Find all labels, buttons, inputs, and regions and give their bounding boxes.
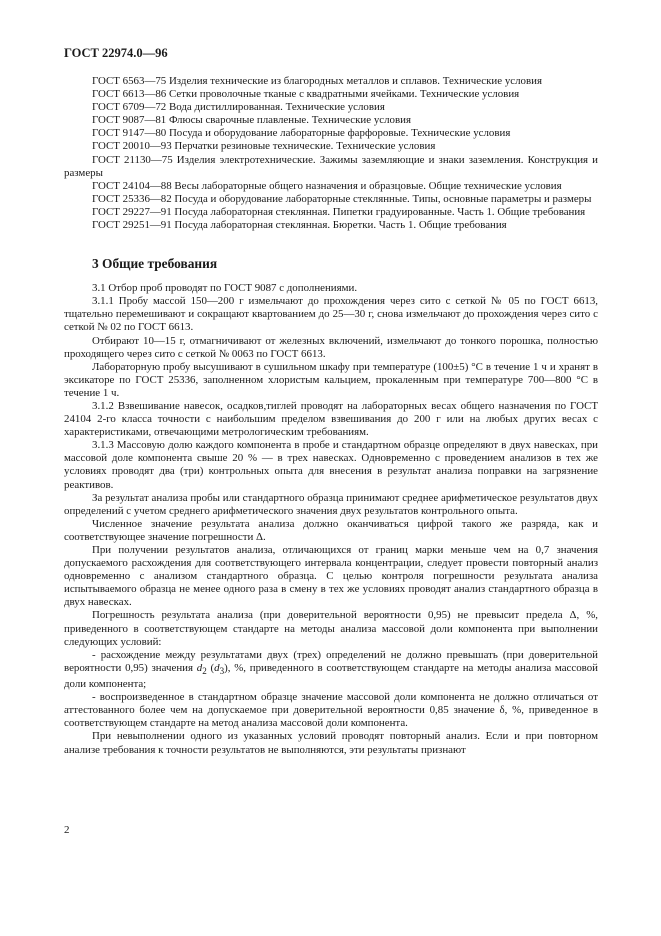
reference-item: ГОСТ 9147—80 Посуда и оборудование лабораторные фарфоровые. Технические условия xyxy=(92,127,511,140)
paragraph-selection: Отбирают 10—15 г, отмагничивают от железных включений, измельчают до тонкого порошка, полностью проходящего через сито с сеткой № 0063 по ГОСТ 6613. xyxy=(64,334,598,360)
reference-item: ГОСТ 6563—75 Изделия технические из благородных металлов и сплавов. Технические условия xyxy=(92,75,542,87)
list-item-reproduced: - воспроизведенное в стандартном образце значение массовой доли компонента не должно отличаться от аттестованного более чем на допускаемое при доверительной вероятности 0,85 значение δ, %, приведенное в соответствующем стандарте на метод анализа массовой доли компонента. xyxy=(64,691,598,730)
reference-item: ГОСТ 6613—86 Сетки проволочные тканые с квадратными ячейками. Технические условия xyxy=(92,88,520,101)
clause-3-1-1: 3.1.1 Пробу массой 150—200 г измельчают до прохождения через сито с сеткой № 05 по ГОСТ 6613, тщательно перемешивают и сокращают квартованием до 25—30 г, снова измельчают до прохождения через сито с сеткой № 02 по ГОСТ 6613. xyxy=(64,295,598,334)
reference-item: ГОСТ 21130—75 Изделия электротехнические. Зажимы заземляющие и знаки заземления. Конструкция и размеры xyxy=(64,153,598,179)
reference-item: ГОСТ 9087—81 Флюсы сварочные плавленые. Технические условия xyxy=(92,114,411,127)
reference-item: ГОСТ 20010—93 Перчатки резиновые технические. Технические условия xyxy=(92,140,436,153)
list-item-divergence xyxy=(64,649,598,691)
document-header: ГОСТ 22974.0—96 xyxy=(64,46,168,60)
subscript: 3 xyxy=(219,666,225,677)
variable-d: d xyxy=(214,661,220,674)
reference-item: ГОСТ 25336—82 Посуда и оборудование лабораторные стеклянные. Типы, основные параметры и размеры xyxy=(92,192,592,205)
page-number: 2 xyxy=(64,824,70,836)
document-body xyxy=(64,75,598,757)
clause-3-1-3: 3.1.3 Массовую долю каждого компонента в пробе и стандартном образце определяют в двух навесках, при массовой доле компонента свыше 20 % — в трех навесках. Одновременно с проведением анализов в тех же условиях проводят два (три) контрольных опыта для внесения в результат анализа поправки на загрязнение реактивов. xyxy=(64,439,598,491)
list-item-text: - расхождение между результатами двух (трех) определений не должно превышать (при доверительной вероятности 0,95) значения xyxy=(64,648,598,674)
clause-3-1: 3.1 Отбор проб проводят по ГОСТ 9087 с дополнениями. xyxy=(92,282,358,295)
clause-3-1-2: 3.1.2 Взвешивание навесок, осадков,тиглей проводят на лабораторных весах общего назначения по ГОСТ 24104 2-го класса точности с наибольшим пределом взвешивания до 200 г или на любых других весах с характеристиками, отвечающими метрологическим требованиям. xyxy=(64,399,598,439)
variable-d: d xyxy=(196,661,203,674)
list-item-text: ), %, приведенного в соответствующем стандарте на методы анализа массовой доли компонента; xyxy=(64,661,598,691)
list-item-text: ( xyxy=(206,661,215,674)
paragraph-error: Погрешность результата анализа (при доверительной вероятности 0,95) не превысит предела Δ, %, приведенного в соответствующем стандарте на методы анализа массовой доли компонента при выполнении следующих условий: xyxy=(64,609,598,648)
paragraph-numeric: Численное значение результата анализа должно оканчиваться цифрой такого же разряда, как и соответствующее значение погрешности Δ. xyxy=(64,517,598,543)
paragraph-repeat-analysis: При получении результатов анализа, отличающихся от границ марки меньше чем на 0,7 значения допускаемого расхождения для соответствующего интервала концентрации, следует провести повторный анализ одновременно с анализом стандартного образца. С целью контроля погрешности результата анализа испытываемого образца не менее одного раза в смену в тех же условиях проводят анализ стандартного образца в двух навесках. xyxy=(64,544,598,609)
paragraph-result: За результат анализа пробы или стандартного образца принимают среднее арифметическое результатов двух определений с учетом среднего арифметического значения двух результатов контрольного опыта. xyxy=(64,491,598,517)
reference-item: ГОСТ 6709—72 Вода дистиллированная. Технические условия xyxy=(92,101,385,114)
paragraph-failure: При невыполнении одного из указанных условий проводят повторный анализ. Если и при повторном анализе требования к точности результатов не выполняются, эти результаты признают xyxy=(64,730,598,756)
paragraph-drying: Лабораторную пробу высушивают в сушильном шкафу при температуре (100±5) °С в течение 1 ч и хранят в эксикаторе по ГОСТ 25336, заполненном хлористым кальцием, прокаленным при температуре 700—800 °С в течение 1 ч. xyxy=(64,360,598,399)
reference-item: ГОСТ 24104—88 Весы лабораторные общего назначения и образцовые. Общие технические условия xyxy=(92,179,562,192)
reference-item: ГОСТ 29227—91 Посуда лабораторная стеклянная. Пипетки градуированные. Часть 1. Общие требования xyxy=(92,205,586,218)
reference-list xyxy=(64,75,598,232)
reference-item: ГОСТ 29251—91 Посуда лабораторная стеклянная. Бюретки. Часть 1. Общие требования xyxy=(92,219,507,232)
subscript: 2 xyxy=(202,666,207,677)
section-heading: 3 Общие требования xyxy=(92,256,218,272)
